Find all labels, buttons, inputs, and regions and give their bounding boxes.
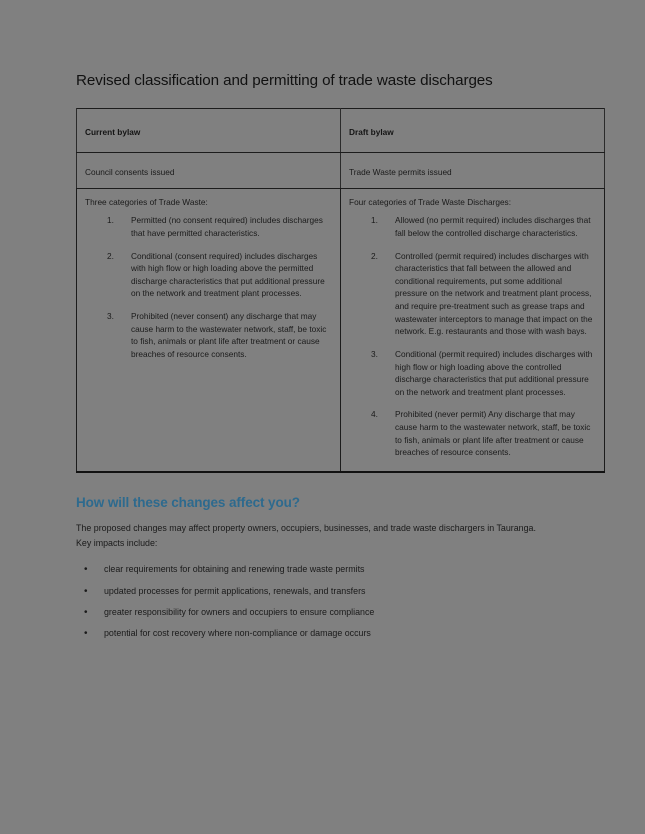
page-title: Revised classification and permitting of trade waste discharges [76, 72, 493, 89]
impacts-intro-paragraph: The proposed changes may affect property owners, occupiers, businesses, and trade waste dischargers in Tauranga. Key impacts include: [76, 522, 536, 549]
list-item: • greater responsibility for owners and occupiers to ensure compliance [76, 606, 570, 619]
current-categories-lead: Three categories of Trade Waste: [85, 197, 208, 208]
column-header-current-bylaw: Current bylaw [85, 127, 141, 138]
draft-categories-lead: Four categories of Trade Waste Discharges: [349, 197, 512, 208]
current-categories-list [85, 214, 332, 360]
comparison-table [76, 108, 605, 473]
list-item: Prohibited (never consent) any discharge that may cause harm to the wastewater network, staff, be toxic to fish, animals or plant life after treatment or cause breaches of resource consents. [131, 311, 327, 359]
table-body-row [77, 189, 605, 472]
table-cell-current-summary [77, 153, 341, 189]
list-item: • updated processes for permit applications, renewals, and transfers [76, 585, 570, 598]
draft-permits-text: Trade Waste permits issued [349, 167, 452, 178]
table-cell-draft-summary [341, 153, 605, 189]
list-item: Conditional (permit required) includes discharges with high flow or high loading above the controlled discharge characteristics that put additional pressure on the network and treatment plant processes. [395, 348, 593, 397]
list-item: • clear requirements for obtaining and renewing trade waste permits [76, 563, 570, 576]
list-item: Conditional (consent required) includes discharges with high flow or high loading above the permitted discharge characteristics that put additional pressure on the network and treatment plant processes. [131, 250, 325, 299]
table-cell-draft-categories [341, 189, 605, 472]
table-header-cell-draft [341, 109, 605, 153]
list-item: Permitted (no consent required) includes discharges that have permitted characteristics. [131, 215, 323, 239]
column-header-draft-bylaw: Draft bylaw [349, 127, 394, 138]
section-heading-impacts: How will these changes affect you? [76, 494, 300, 510]
draft-categories-list [349, 214, 596, 458]
document-content [76, 72, 593, 649]
list-item: Allowed (no permit required) includes discharges that fall below the controlled discharge characteristics. [395, 215, 591, 239]
list-item: • potential for cost recovery where non-compliance or damage occurs [76, 627, 570, 640]
impacts-bullet-list [76, 563, 570, 640]
table-cell-current-categories [77, 189, 341, 472]
list-item: Prohibited (never permit) Any discharge that may cause harm to the wastewater network, staff, be toxic to fish, animals or plant life after treatment or cause breaches of resource consents. [395, 409, 591, 458]
table-header-row [77, 109, 605, 153]
table-header-cell-current [77, 109, 341, 153]
list-item: Controlled (permit required) includes discharges with characteristics that fall between the allowed and conditional requirements, put some additional pressure on the network and treatment plant process, and require pre-treatment such as grease traps and wastewater interceptors to manage that impact on the network. E.g. restaurants and those with wash bays. [395, 250, 593, 337]
table-summary-row [77, 153, 605, 189]
current-consents-text: Council consents issued [85, 167, 175, 178]
